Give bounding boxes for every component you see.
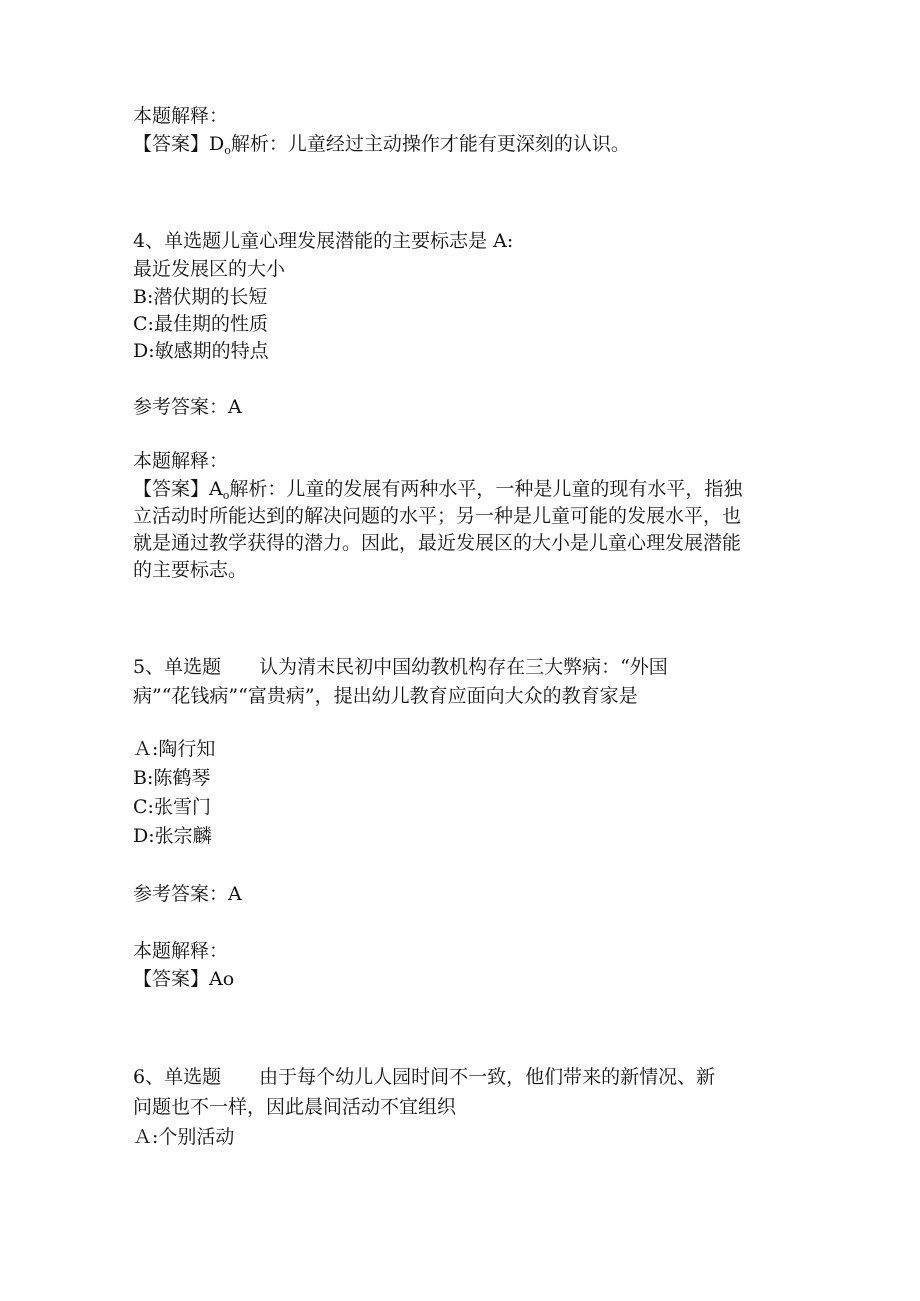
- q4-stem-line1: 4、单选题儿童心理发展潜能的主要标志是 A:: [133, 230, 514, 252]
- q5-answer: 【答案】Ao: [133, 968, 235, 990]
- prev-answer: [133, 131, 630, 164]
- q4-answer-line2: 立活动时所能达到的解决问题的水平；另一种是儿童可能的发展水平，也: [133, 505, 742, 527]
- q4-answer-line3: 就是通过教学获得的潜力。因此，最近发展区的大小是儿童心理发展潜能: [133, 532, 742, 554]
- q4-option-c: C:最佳期的性质: [133, 313, 268, 335]
- q4-answer-line4: 的主要标志。: [133, 559, 248, 581]
- q4-answer-text-1: 解析：儿童的发展有两种水平，一种是儿童的现有水平，指独: [229, 478, 743, 500]
- q5-option-c: C:张雪门: [133, 796, 211, 818]
- q5-ref-answer: 参考答案：A: [133, 883, 242, 905]
- q4-option-b: B:潜伏期的长短: [133, 286, 268, 308]
- q5-option-b: B:陈鹤琴: [133, 767, 211, 789]
- q5-explain-label: 本题解释：: [133, 940, 229, 962]
- q5-option-a: Ａ:陶行知: [133, 738, 216, 760]
- q6-option-a: Ａ:个别活动: [133, 1126, 235, 1148]
- q5-stem-line1: 5、单选题 认为清末民初中国幼教机构存在三大弊病：“外国: [133, 656, 668, 678]
- q6-stem-line2: 问题也不一样，因此晨间活动不宜组织: [133, 1096, 457, 1118]
- q4-answer-sub: o: [222, 489, 230, 502]
- q4-stem-line2: 最近发展区的大小: [133, 258, 286, 280]
- prev-answer-sub: o: [224, 144, 231, 157]
- prev-answer-text: 解析：儿童经过主动操作才能有更深刻的认识。: [230, 133, 630, 155]
- q4-option-d: D:敏感期的特点: [133, 340, 269, 362]
- prev-explain-label: 本题解释：: [133, 105, 229, 127]
- q4-answer-prefix: 【答案】A: [133, 478, 223, 500]
- q4-ref-answer: 参考答案：A: [133, 396, 242, 418]
- q4-explain-label: 本题解释：: [133, 450, 229, 472]
- prev-answer-prefix: 【答案】D: [133, 133, 225, 155]
- q6-stem-line1: 6、单选题 由于每个幼儿人园时间不一致，他们带来的新情况、新: [133, 1066, 716, 1088]
- q5-stem-line2: 病”“花钱病”“富贵病”，提出幼儿教育应面向大众的教育家是: [133, 685, 638, 707]
- q5-option-d: D:张宗麟: [133, 825, 212, 847]
